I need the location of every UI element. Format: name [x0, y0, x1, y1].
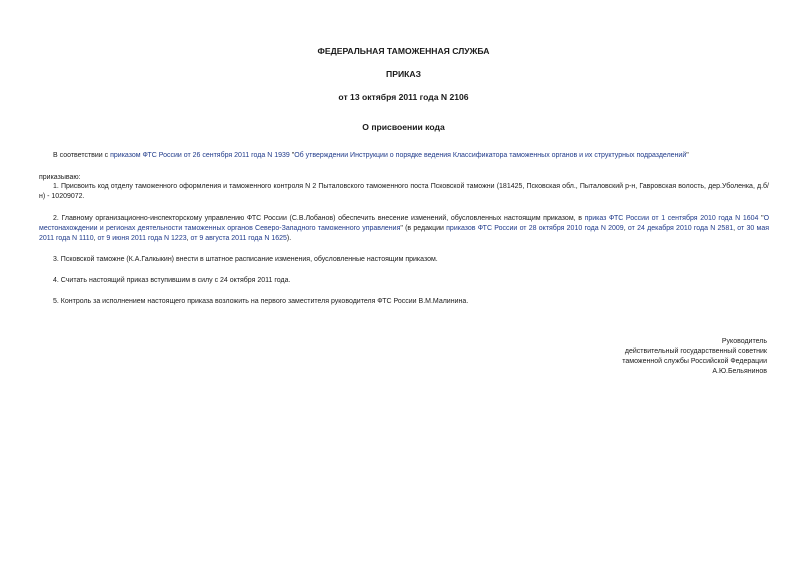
signature-name: А.Ю.Бельянинов	[712, 368, 767, 375]
doc-type: ПРИКАЗ	[386, 69, 421, 79]
item-1: 1. Присвоить код отделу таможенного оформления и таможенного контроля N 2 Пыталовского таможенного поста Псковской таможни (181425, Псковская обл., Пыталовский р-н, Гавровская волость, дер.Уболенка, д.б/н) - 10209072.	[39, 183, 769, 200]
link-order-1604-title[interactable]: О местонахождении и регионах деятельности таможенных органов Северо-Западного таможенного управления	[39, 215, 770, 232]
link-order-1110[interactable]: от 30 мая 2011 года N 1110	[39, 225, 770, 242]
link-order-1939-title[interactable]: Об утверждении Инструкции о порядке ведения Классификатора таможенных органов и их структурных подразделений	[294, 152, 687, 159]
doc-date-number: от 13 октября 2011 года N 2106	[338, 92, 469, 102]
signature-rank-1: действительный государственный советник	[624, 348, 767, 355]
item-2-text-6: ,	[93, 235, 98, 242]
item-2-text-3: " (в редакции	[400, 225, 447, 232]
item-3: 3. Псковской таможне (К.А.Галкыкин) внести в штатное расписание изменения, обусловленные настоящим приказом.	[53, 256, 438, 263]
item-5: 5. Контроль за исполнением настоящего приказа возложить на первого заместителя руководителя ФТС России В.М.Малинина.	[53, 298, 469, 305]
item-2-text-5: ,	[733, 225, 738, 232]
item-2-text-7: ,	[186, 235, 191, 242]
link-order-2581[interactable]: от 24 декабря 2010 года N 2581	[627, 225, 734, 232]
item-2-text-4: ,	[623, 225, 628, 232]
signature-block	[622, 337, 767, 377]
item-2-text-2: "	[758, 215, 764, 222]
agency-title: ФЕДЕРАЛЬНАЯ ТАМОЖЕННАЯ СЛУЖБА	[317, 46, 490, 56]
item-2-text-8: ).	[286, 235, 292, 242]
signature-rank-2: таможенной службы Российской Федерации	[622, 358, 767, 365]
item-2	[39, 214, 769, 244]
link-order-1223[interactable]: от 9 июня 2011 года N 1223	[97, 235, 187, 242]
item-4: 4. Считать настоящий приказ вступившим в силу с 24 октября 2011 года.	[53, 277, 291, 284]
doc-subject: О присвоении кода	[362, 122, 445, 132]
link-order-1604[interactable]: приказ ФТС России от 1 сентября 2010 года N 1604	[584, 215, 759, 222]
link-order-1625[interactable]: от 9 августа 2011 года N 1625	[190, 235, 287, 242]
preamble-text-3: "	[686, 152, 689, 159]
item-2-text-1: 2. Главному организационно-инспекторскому управлению ФТС России (С.В.Лобанов) обеспечить внесение изменений, обусловленных настоящим приказом, в	[53, 215, 585, 222]
preamble-text-1: В соответствии с	[53, 152, 111, 159]
preamble-text-2: "	[289, 152, 295, 159]
link-order-1939[interactable]: приказом ФТС России от 26 сентября 2011 года N 1939	[110, 152, 290, 159]
order-word: приказываю:	[39, 174, 81, 181]
preamble	[39, 151, 769, 161]
signature-title: Руководитель	[721, 338, 767, 345]
link-order-2009[interactable]: приказов ФТС России от 28 октября 2010 года N 2009	[446, 225, 624, 232]
